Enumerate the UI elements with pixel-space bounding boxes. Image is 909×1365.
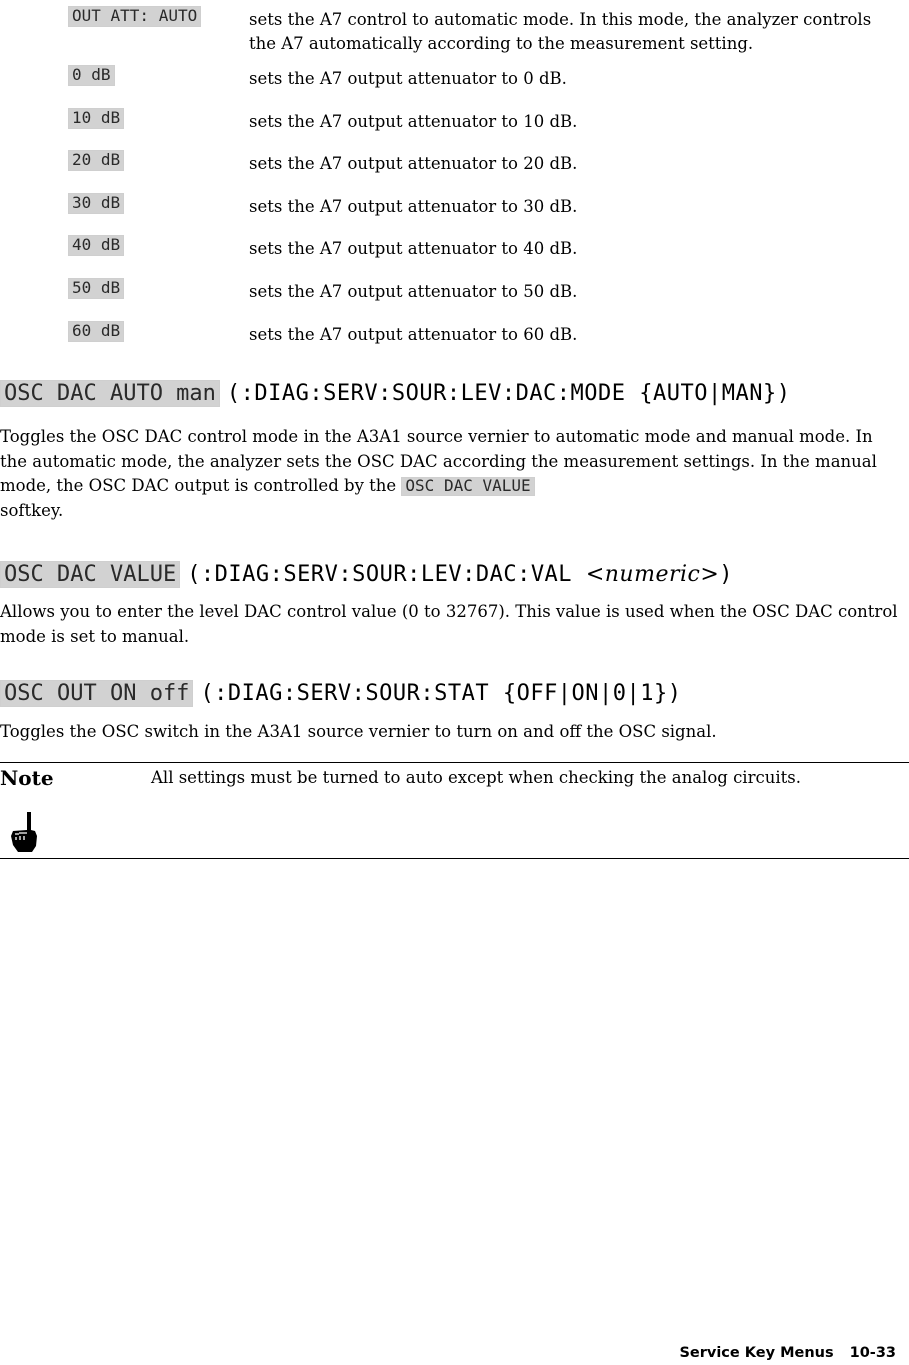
scpi-command <box>187 562 733 587</box>
row-description: sets the A7 output attenuator to 10 dB. <box>249 112 578 131</box>
note-top-divider <box>0 762 909 763</box>
footer-section-title: Service Key Menus <box>679 1345 834 1361</box>
note-label: Note <box>0 766 54 790</box>
osc-dac-auto-heading <box>0 380 790 407</box>
scpi-command-suffix: ) <box>719 562 734 588</box>
page-footer <box>679 1345 896 1361</box>
scpi-command-prefix: (:DIAG:SERV:SOUR:LEV:DAC:VAL <box>187 562 573 588</box>
osc-dac-value-description: Allows you to enter the level DAC control value (0 to 32767). This value is used when the OSC DAC control mode is set to manual. <box>0 602 898 646</box>
scpi-argument: <numeric> <box>585 562 720 588</box>
att-30db-softkey[interactable]: 30 dB <box>68 193 124 214</box>
pointing-hand-icon <box>8 810 40 858</box>
osc-dac-value-inline-softkey[interactable]: OSC DAC VALUE <box>401 477 534 496</box>
description-text: Toggles the OSC DAC control mode in the A3A1 source vernier to automatic mode and manual mode. In the automatic mode, the analyzer sets the OSC DAC according the measurement settings. In the manual mode, the OSC DAC output is controlled by the <box>0 427 877 495</box>
osc-out-softkey[interactable]: OSC OUT ON off <box>0 680 193 707</box>
osc-out-description: Toggles the OSC switch in the A3A1 source vernier to turn on and off the OSC signal. <box>0 722 717 741</box>
note-text: All settings must be turned to auto except when checking the analog circuits. <box>151 768 801 787</box>
osc-dac-auto-description <box>0 425 900 523</box>
row-description: sets the A7 output attenuator to 30 dB. <box>249 197 578 216</box>
att-20db-softkey[interactable]: 20 dB <box>68 150 124 171</box>
row-description: sets the A7 output attenuator to 20 dB. <box>249 154 578 173</box>
scpi-command: (:DIAG:SERV:SOUR:LEV:DAC:MODE {AUTO|MAN}) <box>226 381 791 407</box>
att-0db-softkey[interactable]: 0 dB <box>68 65 115 86</box>
row-description: sets the A7 output attenuator to 40 dB. <box>249 239 578 258</box>
note-bottom-divider <box>0 858 909 859</box>
osc-out-heading <box>0 680 682 707</box>
row-description: sets the A7 control to automatic mode. In this mode, the analyzer controls the A7 automatically according to the measurement setting. <box>249 10 872 53</box>
osc-dac-value-heading <box>0 561 733 588</box>
row-description: sets the A7 output attenuator to 60 dB. <box>249 325 578 344</box>
att-40db-softkey[interactable]: 40 dB <box>68 235 124 256</box>
osc-dac-value-softkey[interactable]: OSC DAC VALUE <box>0 561 180 588</box>
scpi-command: (:DIAG:SERV:SOUR:STAT {OFF|ON|0|1}) <box>200 681 682 707</box>
out-att-auto-softkey[interactable]: OUT ATT: AUTO <box>68 6 201 27</box>
att-60db-softkey[interactable]: 60 dB <box>68 321 124 342</box>
row-description: sets the A7 output attenuator to 50 dB. <box>249 282 578 301</box>
row-description: sets the A7 output attenuator to 0 dB. <box>249 69 567 88</box>
description-text-end: softkey. <box>0 500 64 520</box>
page-number: 10-33 <box>849 1345 896 1361</box>
att-50db-softkey[interactable]: 50 dB <box>68 278 124 299</box>
osc-dac-auto-softkey[interactable]: OSC DAC AUTO man <box>0 380 220 407</box>
att-10db-softkey[interactable]: 10 dB <box>68 108 124 129</box>
